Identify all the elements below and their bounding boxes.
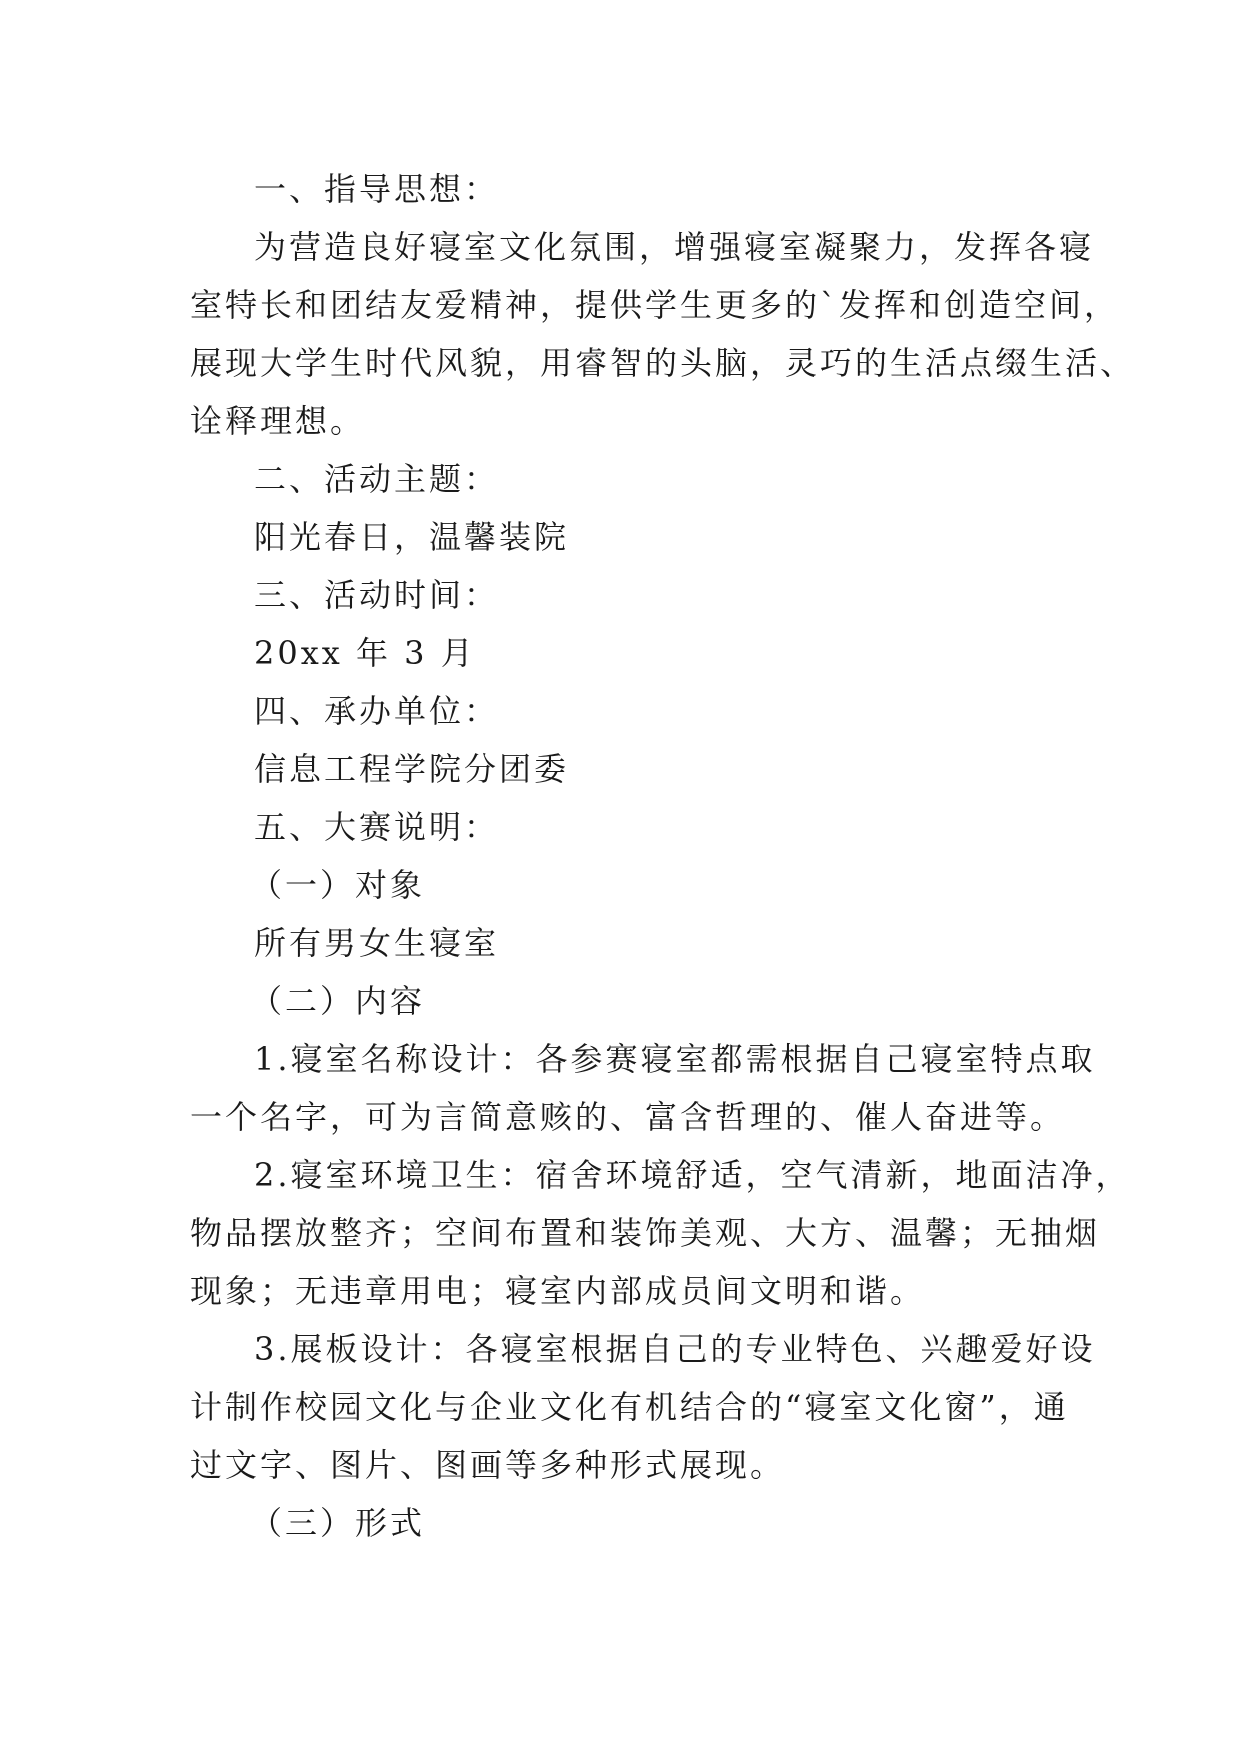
document-body bbox=[190, 160, 1136, 1552]
paragraph-line: 信息工程学院分团委 bbox=[254, 750, 570, 788]
paragraph-line: 一个名字，可为言简意赅的、富含哲理的、催人奋进等。 bbox=[190, 1098, 1066, 1136]
paragraph-line: 诠释理想。 bbox=[190, 402, 366, 440]
paragraph-line: 室特长和团结友爱精神，提供学生更多的`发挥和创造空间， bbox=[190, 286, 1120, 324]
heading-guiding-ideology: 一、指导思想： bbox=[254, 170, 500, 208]
paragraph-line: 过文字、图片、图画等多种形式展现。 bbox=[190, 1446, 786, 1484]
paragraph-line: 阳光春日，温馨装院 bbox=[254, 518, 570, 556]
heading-organizer: 四、承办单位： bbox=[254, 692, 500, 730]
paragraph-line: 物品摆放整齐；空间布置和装饰美观、大方、温馨；无抽烟 bbox=[190, 1214, 1101, 1252]
paragraph-line: 20xx 年 3 月 bbox=[254, 634, 476, 672]
paragraph-line: 为营造良好寝室文化氛围，增强寝室凝聚力，发挥各寝 bbox=[254, 228, 1095, 266]
paragraph-line: 展现大学生时代风貌，用睿智的头脑，灵巧的生活点缀生活、 bbox=[190, 344, 1136, 382]
heading-activity-theme: 二、活动主题： bbox=[254, 460, 500, 498]
subheading-target: （一）对象 bbox=[250, 866, 426, 904]
heading-contest-description: 五、大赛说明： bbox=[254, 808, 500, 846]
paragraph-line: 2.寝室环境卫生：宿舍环境舒适，空气清新，地面洁净， bbox=[254, 1156, 1131, 1194]
heading-activity-time: 三、活动时间： bbox=[254, 576, 500, 614]
paragraph-line: 1.寝室名称设计：各参赛寝室都需根据自己寝室特点取 bbox=[254, 1040, 1096, 1078]
subheading-content: （二）内容 bbox=[250, 982, 426, 1020]
paragraph-line: 现象；无违章用电；寝室内部成员间文明和谐。 bbox=[190, 1272, 926, 1310]
paragraph-line: 所有男女生寝室 bbox=[254, 924, 500, 962]
paragraph-line: 3.展板设计：各寝室根据自己的专业特色、兴趣爱好设 bbox=[254, 1330, 1096, 1368]
paragraph-line: 计制作校园文化与企业文化有机结合的“寝室文化窗”，通 bbox=[190, 1388, 1069, 1426]
subheading-format: （三）形式 bbox=[250, 1504, 426, 1542]
